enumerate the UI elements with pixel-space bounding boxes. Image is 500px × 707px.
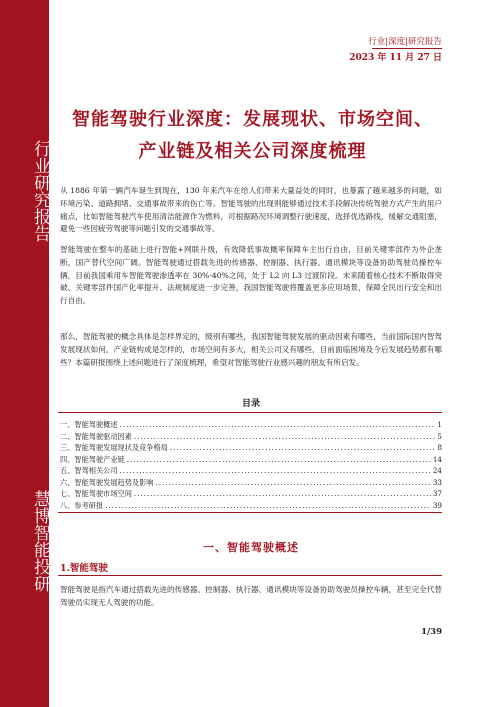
toc-leader [155, 477, 430, 489]
toc-entry-page: 24 [432, 466, 442, 475]
intro-paragraph-2: 智能驾驶在整车的基础上进行智能+网联升级，有效降低事故概率保障车主出行自由，目前关键零部件为外企垄断，国产替代空间广阔。智能驾驶通过搭载先进的传感器、控制器、执行器、通讯模块等设备协助驾驶员操控车辆，目前我国乘用车智能驾驶渗透率在 30%-40%之间，处于 L2 向 L3 过渡阶段。未来随着核心技术不断取得突破、关键零部件国产化率提升、法规制度进一步完善，我国智能驾驶将覆盖更多应用场景，保障全民出行安全和出行自由。 [60, 245, 442, 306]
subsection-rule [58, 575, 442, 576]
header-date: 2023 年 11 月 27 日 [349, 53, 442, 63]
toc-entry-label: 五、智驾相关公司 [60, 466, 118, 475]
sidebar-band [0, 0, 49, 707]
toc-entry-page: 33 [432, 477, 442, 487]
toc-leader [134, 431, 436, 443]
toc-entry-label: 四、智能驾驶产业链 [60, 454, 125, 464]
toc-entry-label: 六、智能驾驶发展趋势及影响 [60, 477, 154, 487]
toc-entry-page: 8 [437, 443, 442, 452]
toc-entry-page: 14 [432, 454, 442, 464]
toc-entry-label: 七、智能驾驶市场空间 [60, 489, 132, 498]
toc-entry[interactable] [60, 488, 442, 500]
page-number: 1/39 [421, 627, 442, 637]
sidebar-label-report-type: 行业研究报告 [30, 140, 50, 242]
section-heading: 一、智能驾驶概述 [203, 541, 299, 554]
toc-entry[interactable] [60, 465, 442, 477]
toc-leader [120, 465, 431, 477]
toc-leader [170, 442, 436, 454]
toc-entry[interactable] [60, 500, 442, 512]
toc-entry[interactable] [60, 477, 442, 489]
table-of-contents [60, 419, 442, 511]
section-body: 智能驾驶是指汽车通过搭载先进的传感器、控制器、执行器、通讯模块等设备协助驾驶员操控车辆，甚至完全代替驾驶员实现无人驾驶的功能。 [60, 585, 442, 607]
title-line-1: 智能驾驶行业深度：发展现状、市场空间、 [72, 109, 433, 130]
toc-leader [120, 419, 436, 431]
toc-entry-page: 37 [432, 489, 442, 498]
toc-entry[interactable] [60, 454, 442, 466]
toc-leader [127, 454, 431, 466]
toc-bottom-rule [58, 512, 442, 513]
toc-top-rule [58, 412, 442, 413]
sidebar-label-brand: 慧博智能投研 [30, 490, 50, 592]
intro-paragraph-3: 那么，智能驾驶的概念具体是怎样界定的，级别有哪些，我国智能驾驶发展的驱动因素有哪些，当前国际国内智驾发展现状如何，产业链构成是怎样的，市场空间有多大，相关公司又有哪些，目前面临困境及今后发展趋势都有哪些？本篇研报围绕上述问题进行了深度梳理，希望对智能驾驶行业感兴趣的朋友有所启发。 [60, 332, 442, 367]
toc-heading: 目录 [241, 399, 260, 409]
toc-entry[interactable] [60, 431, 442, 443]
toc-entry[interactable] [60, 419, 442, 431]
subsection-heading: 1.智能驾驶 [60, 563, 108, 574]
title-line-2: 产业链及相关公司深度梳理 [138, 141, 367, 162]
toc-entry-page: 5 [437, 431, 442, 441]
header-category: 行业|深度|研究报告 [368, 37, 442, 47]
toc-entry-label: 一、智能驾驶概述 [60, 420, 118, 429]
intro-paragraph-1: 从 1886 年第一辆汽车诞生到现在，130 年来汽车在给人们带来大量益处的同时，也暴露了越来越多的问题，如环境污染、道路拥堵、交通事故带来的伤亡等。智能驾驶的出现则能够通过技术手段解决传统驾驶方式产生的用户痛点，比如智能驾驶汽车使用清洁能源作为燃料，可根据路况环境调整行驶速度，选择优选路线，缓解交通阻塞，避免一些因疲劳驾驶等问题引发的交通事故等。 [60, 186, 442, 234]
toc-entry-label: 二、智能驾驶驱动因素 [60, 431, 132, 441]
report-title [60, 104, 445, 168]
toc-leader [134, 488, 431, 500]
header-rule [372, 48, 442, 49]
toc-entry-page: 39 [432, 500, 442, 510]
toc-entry-label: 八、参考研报 [60, 500, 104, 510]
toc-entry[interactable] [60, 442, 442, 454]
toc-entry-label: 三、智能驾驶发展现状及竞争格局 [60, 443, 168, 452]
toc-entry-page: 1 [437, 420, 442, 429]
toc-leader [105, 500, 431, 512]
page-header [349, 36, 442, 65]
